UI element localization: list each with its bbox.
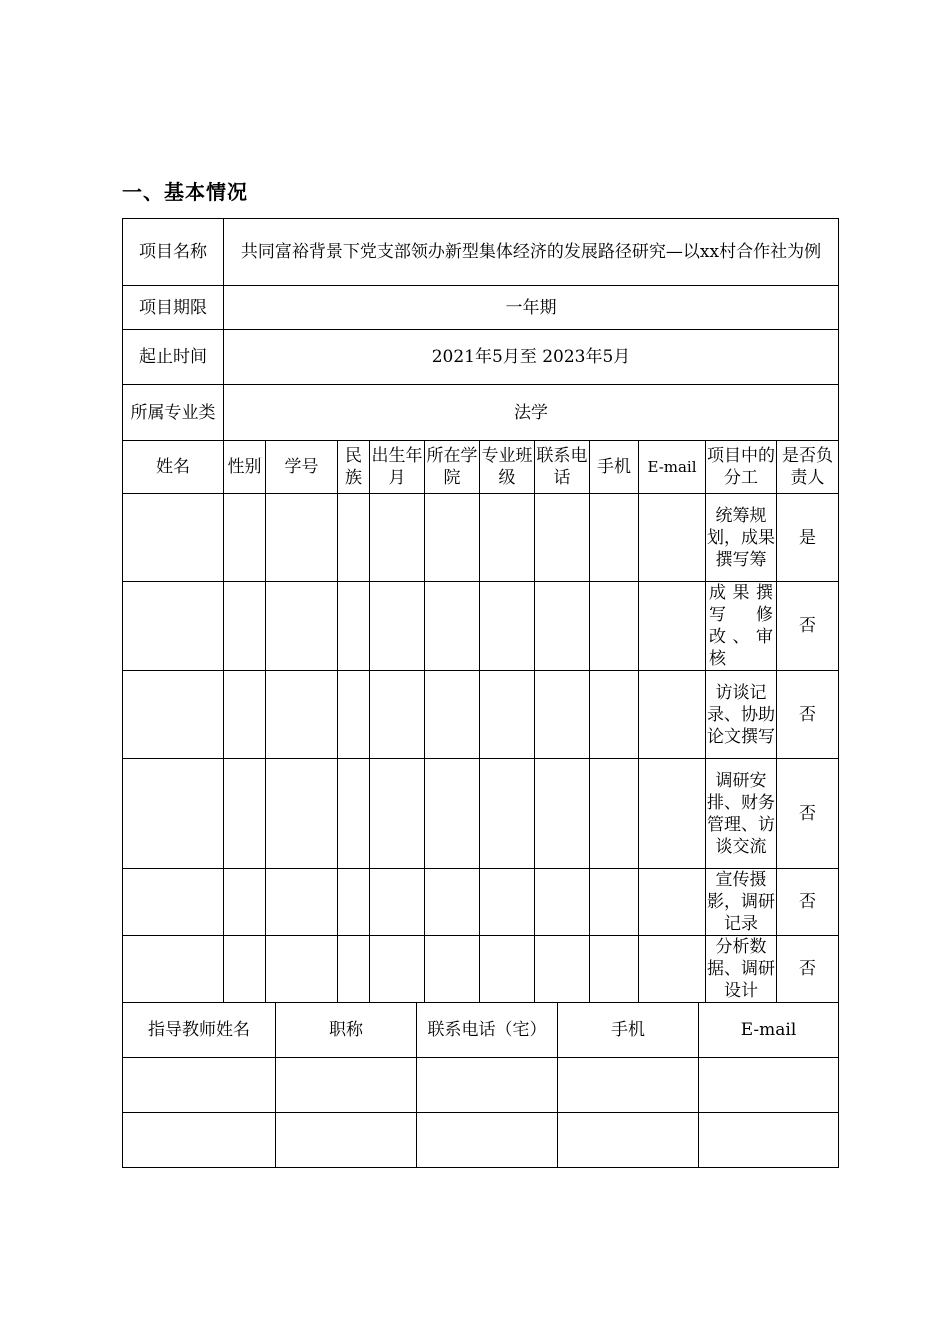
header-class: 专业班级: [480, 441, 535, 494]
header-gender: 性别: [224, 441, 266, 494]
header-student-id: 学号: [266, 441, 338, 494]
member-row: [123, 936, 839, 1003]
start-end-time-value: 2021年5月至 2023年5月: [224, 330, 839, 385]
member-leader: 否: [777, 936, 839, 1003]
header-college: 所在学院: [425, 441, 480, 494]
member-leader: 否: [777, 759, 839, 869]
project-name-label: 项目名称: [123, 219, 224, 286]
member-row: [123, 869, 839, 936]
member-role: 统筹规划，成果撰写筹: [706, 494, 777, 582]
major-category-value: 法学: [224, 385, 839, 441]
major-category-label: 所属专业类: [123, 385, 224, 441]
advisor-row: [123, 1113, 839, 1168]
member-row: [123, 494, 839, 582]
advisor-row: [123, 1058, 839, 1113]
advisor-table: [122, 1002, 839, 1168]
header-ethnicity: 民族: [338, 441, 370, 494]
advisor-header-name: 指导教师姓名: [123, 1003, 276, 1058]
project-period-value: 一年期: [224, 286, 839, 330]
member-row: [123, 759, 839, 869]
member-header-row: [123, 441, 839, 494]
member-role: 宣传摄影，调研记录: [707, 870, 775, 934]
header-phone: 联系电话: [535, 441, 590, 494]
header-email: E-mail: [639, 441, 706, 494]
project-period-label: 项目期限: [123, 286, 224, 330]
member-row: [123, 671, 839, 759]
advisor-header-mobile: 手机: [558, 1003, 699, 1058]
advisor-header-home-phone: 联系电话（宅）: [417, 1003, 558, 1058]
basic-info-table: [122, 218, 839, 1003]
member-role: 成果撰写修改、审核: [706, 582, 777, 671]
member-role: 分析数据、调研设计: [707, 937, 775, 1001]
member-leader: 否: [777, 671, 839, 759]
header-name: 姓名: [123, 441, 224, 494]
advisor-header-row: [123, 1003, 839, 1058]
header-role: 项目中的分工: [706, 441, 777, 494]
member-leader: 否: [777, 869, 839, 936]
member-role: 调研安排、财务管理、访谈交流: [706, 759, 777, 869]
header-birth: 出生年月: [370, 441, 425, 494]
member-row: [123, 582, 839, 671]
member-leader: 是: [777, 494, 839, 582]
header-mobile: 手机: [590, 441, 639, 494]
section-heading: 一、基本情况: [122, 180, 248, 204]
start-end-time-label: 起止时间: [123, 330, 224, 385]
header-leader: 是否负责人: [777, 441, 839, 494]
member-leader: 否: [777, 582, 839, 671]
advisor-header-email: E-mail: [699, 1003, 839, 1058]
advisor-header-title: 职称: [276, 1003, 417, 1058]
project-name-value: 共同富裕背景下党支部领办新型集体经济的发展路径研究—以xx村合作社为例: [224, 219, 839, 286]
member-role: 访谈记录、协助论文撰写: [706, 671, 777, 759]
